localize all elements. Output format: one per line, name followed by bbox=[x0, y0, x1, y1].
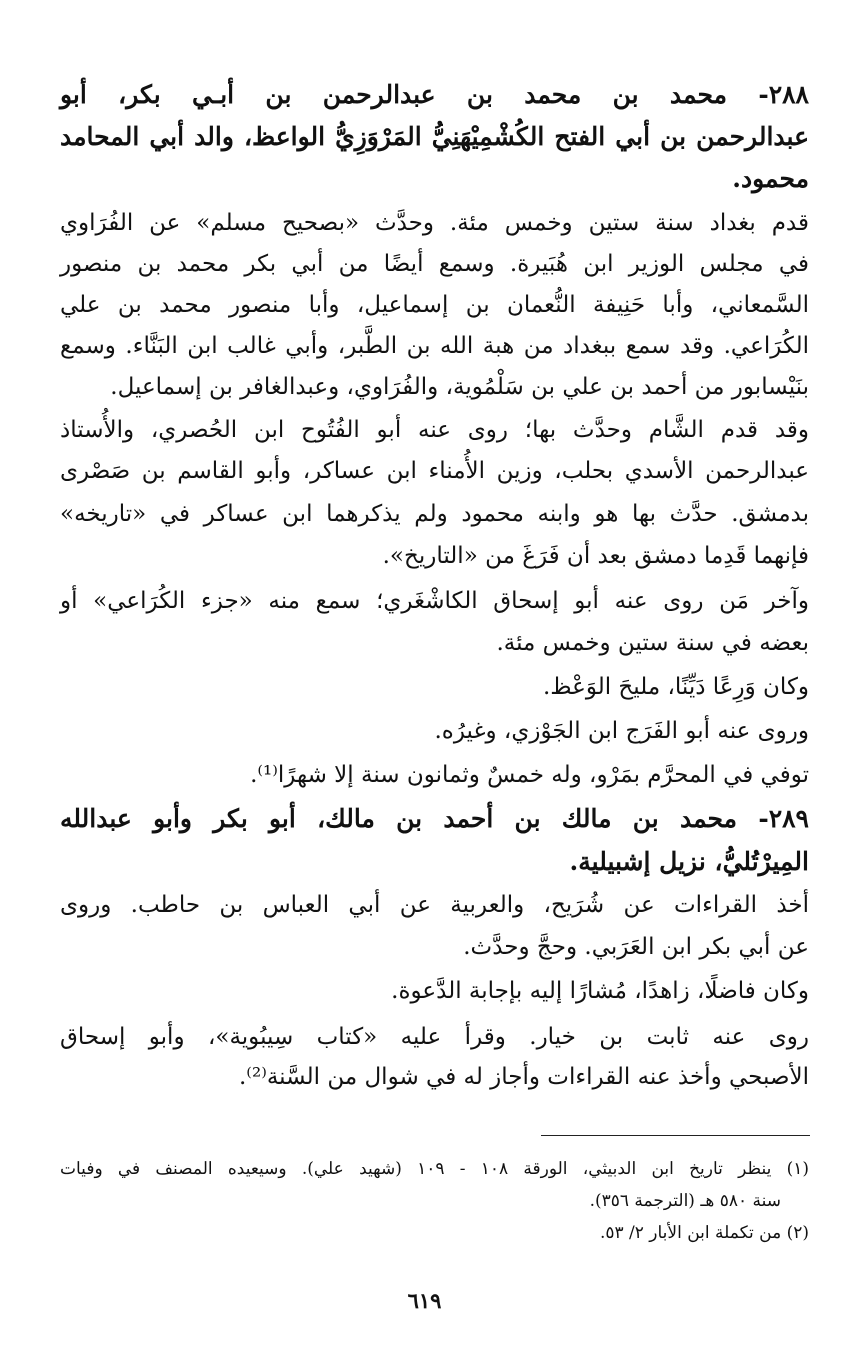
entry-288-text-line: بدمشق. حدَّث بها هو وابنه محمود ولم يذكرهما ابن عساكر في «تاريخه» bbox=[60, 501, 809, 527]
entry-288-text-line: فإنهما قَدِما دمشق بعد أن فَرَغَ من «التاريخ». bbox=[382, 543, 809, 569]
entry-289-text-line: روى عنه ثابت بن خيار. وقرأ عليه «كتاب سِيبُوية»، وأبو إسحاق bbox=[60, 1024, 809, 1050]
entry-289-heading-line-1: ٢٨٩- محمد بن مالك بن أحمد بن مالك، أبو بكر وأبو عبدالله bbox=[60, 804, 809, 833]
entry-288-text-line: وكان وَرِعًا دَيِّنًا، مليحَ الوَعْظ. bbox=[542, 674, 809, 700]
entry-289-text-line: أخذ القراءات عن شُرَيح، والعربية عن أبي العباس بن حاطب. وروى bbox=[60, 892, 809, 918]
entry-289-text-line: عن أبي بكر ابن العَرَبي. وحجَّ وحدَّث. bbox=[463, 934, 809, 960]
entry-288-text-line: وروى عنه أبو الفَرَج ابن الجَوْزي، وغيرُه. bbox=[434, 718, 809, 744]
footnote-separator bbox=[541, 1135, 810, 1136]
entry-288-heading-line-3: محمود. bbox=[732, 164, 809, 193]
footnote-2: (٢) من تكملة ابن الأبار ٢/ ٥٣. bbox=[599, 1223, 809, 1243]
entry-288-text-line: السَّمعاني، وأبا حَنِيفة النُّعمان بن إسماعيل، وأبا منصور محمد بن علي bbox=[60, 292, 809, 318]
entry-288-text-line: الكُرَاعي. وقد سمع ببغداد من هبة الله بن الطَّبر، وأبي غالب ابن البَنَّاء. وسمع bbox=[60, 333, 809, 359]
entry-289-text-line: الأصبحي وأخذ عنه القراءات وأجاز له في شوال من السَّنة⁽²⁾. bbox=[238, 1064, 809, 1090]
entry-288-text-line: وقد قدم الشَّام وحدَّث بها؛ روى عنه أبو الفُتُوح ابن الحُصري، والأُستاذ bbox=[60, 417, 809, 443]
entry-288-text-line: في مجلس الوزير ابن هُبَيرة. وسمع أيضًا من أبي بكر محمد بن منصور bbox=[60, 251, 809, 277]
footnote-1-line-1: (١) ينظر تاريخ ابن الدبيثي، الورقة ١٠٨ - ١٠٩ (شهيد علي). وسيعيده المصنف في وفيات bbox=[60, 1159, 809, 1179]
entry-289-heading-line-2: المِيرْتُليُّ، نزيل إشبيلية. bbox=[569, 847, 809, 876]
entry-289-text-line: وكان فاضلًا، زاهدًا، مُشارًا إليه بإجابة الدَّعوة. bbox=[391, 978, 809, 1004]
entry-288-text-line: بنَيْسابور من أحمد بن علي بن سَلْمُوية، والفُرَاوي، وعبدالغافر بن إسماعيل. bbox=[110, 374, 809, 400]
entry-288-text-line: بعضه في سنة ستين وخمس مئة. bbox=[496, 630, 809, 656]
entry-288-text-line: وآخر مَن روى عنه أبو إسحاق الكاشْغَري؛ سمع منه «جزء الكُرَاعي» أو bbox=[60, 588, 809, 614]
entry-288-heading-line-1: ٢٨٨- محمد بن محمد بن عبدالرحمن بن أبـي بكر، أبو bbox=[60, 80, 809, 109]
page-number: ٦١٩ bbox=[407, 1288, 442, 1313]
entry-288-heading-line-2: عبدالرحمن بن أبي الفتح الكُشْمِيْهَنِيُّ المَرْوَزِيُّ الواعظ، والد أبي المحامد bbox=[60, 122, 809, 151]
footnote-1-line-2: سنة ٥٨٠ هـ (الترجمة ٣٥٦). bbox=[589, 1191, 781, 1211]
entry-288-text-line: توفي في المحرَّم بمَرْو، وله خمسٌ وثمانون سنة إلا شهرًا⁽¹⁾. bbox=[250, 762, 809, 788]
entry-288-text-line: عبدالرحمن الأسدي بحلب، وزين الأُمناء ابن عساكر، وأبو القاسم بن صَصْرى bbox=[60, 458, 809, 484]
entry-288-text-line: قدم بغداد سنة ستين وخمس مئة. وحدَّث «بصحيح مسلم» عن الفُرَاوي bbox=[60, 210, 809, 236]
